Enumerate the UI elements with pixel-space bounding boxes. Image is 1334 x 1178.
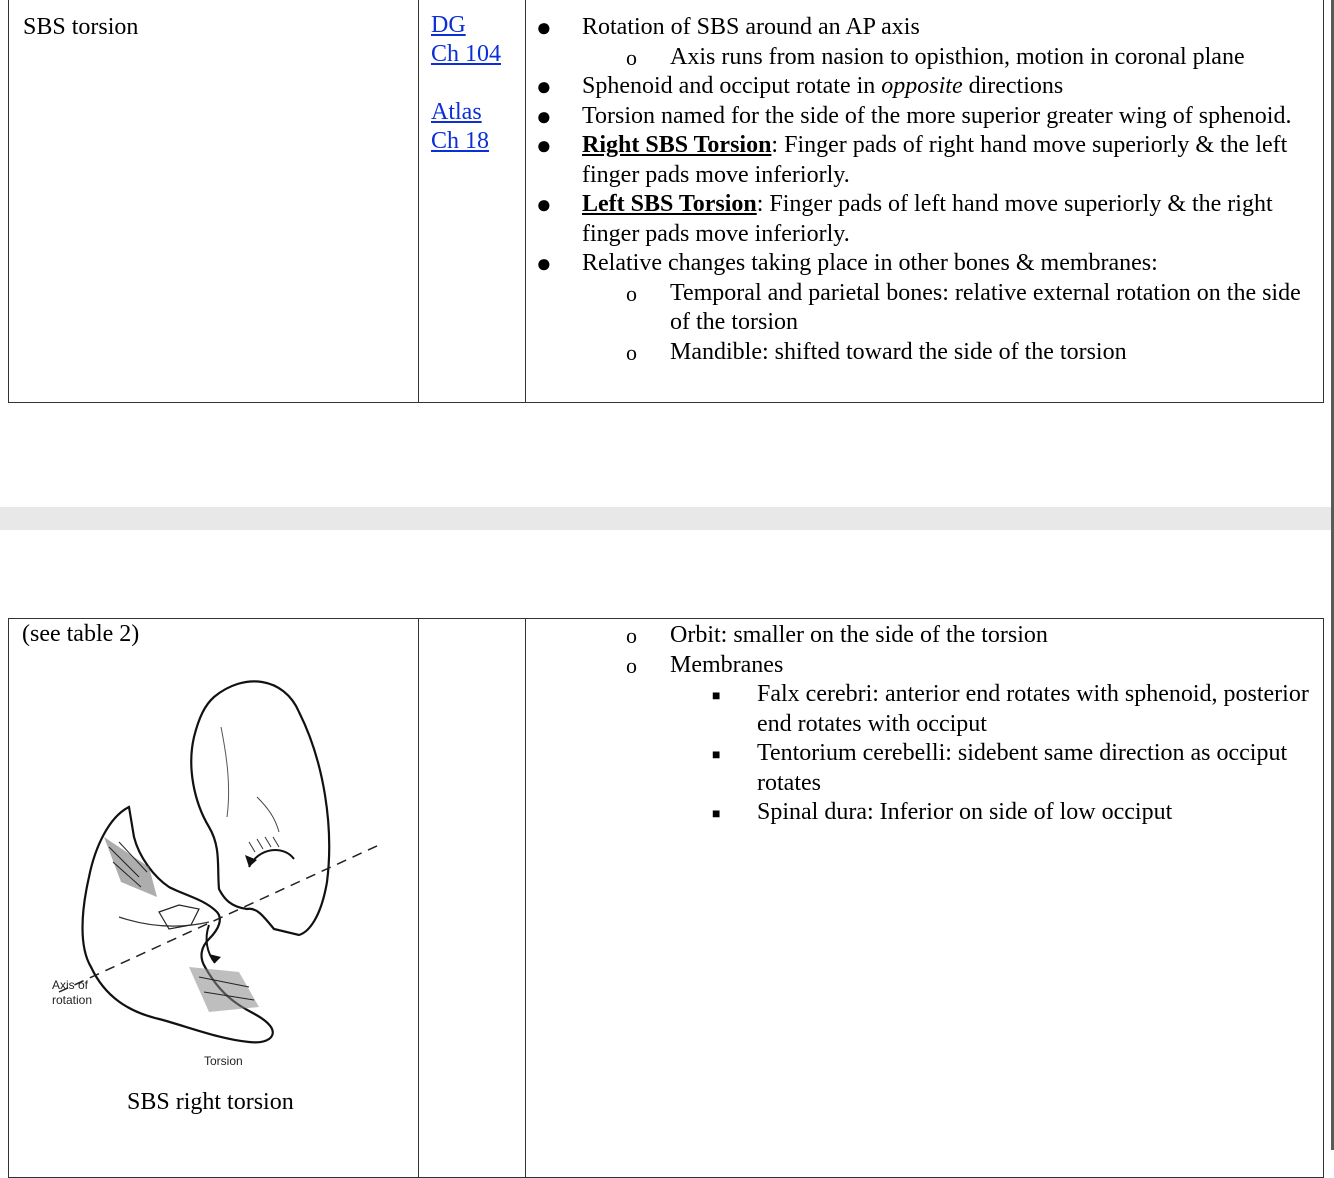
list-item [526, 739, 1323, 798]
note-text: Membranes [670, 651, 784, 678]
ref-link-dg-line2: Ch 104 [431, 41, 502, 67]
notes-list [526, 0, 1323, 367]
note-text: Relative changes taking place in other bones & membranes: [582, 250, 1158, 276]
notes-cell [526, 619, 1324, 1178]
topic-cell [9, 0, 419, 403]
bullet-disc: ● [536, 72, 552, 101]
list-item [526, 72, 1323, 102]
bullet-disc: ● [536, 13, 552, 42]
bullet-disc: ● [536, 101, 552, 131]
notes-list [526, 619, 1323, 828]
list-item [526, 102, 1323, 132]
bullet-square: ■ [712, 807, 721, 822]
page-break-gap [0, 507, 1334, 530]
list-item [526, 249, 1323, 279]
list-item [526, 13, 1323, 43]
sbs-torsion-illustration [9, 667, 418, 1087]
bullet-circle: o [626, 623, 637, 648]
bullet-disc: ● [536, 190, 552, 219]
sphenoid-outline [191, 681, 329, 935]
ref-link-dg[interactable] [431, 11, 525, 69]
reference-cell [419, 0, 526, 403]
note-text: Mandible: shifted toward the side of the torsion [670, 338, 1127, 365]
list-item [526, 680, 1323, 739]
note-text: : Finger pads of right hand move superiorly & the left finger pads move inferiorly. [582, 132, 1288, 188]
bullet-square: ■ [712, 689, 721, 704]
note-text: Temporal and parietal bones: relative external rotation on the side of the torsion [670, 279, 1301, 335]
note-emphasis: opposite [881, 73, 963, 99]
see-table-note: (see table 2) [22, 621, 140, 647]
note-text: Axis runs from nasion to opisthion, motion in coronal plane [670, 43, 1245, 70]
axis-label-line2: rotation [52, 993, 93, 1007]
table-row [9, 0, 1324, 403]
note-text: Rotation of SBS around an AP axis [582, 14, 920, 40]
note-text: directions [962, 73, 1064, 99]
note-text: Orbit: smaller on the side of the torsion [670, 622, 1048, 648]
list-item [526, 621, 1323, 651]
ref-link-atlas-line2: Ch 18 [431, 128, 490, 154]
note-heading: Left SBS Torsion [582, 191, 757, 217]
list-item [526, 338, 1323, 368]
notes-table-2 [8, 618, 1324, 1178]
list-item [526, 131, 1323, 190]
note-text: Tentorium cerebelli: sidebent same direction as occiput rotates [757, 740, 1288, 796]
bullet-disc: ● [536, 131, 552, 160]
figure-caption: SBS right torsion [127, 1089, 294, 1115]
note-text: Spinal dura: Inferior on side of low occiput [757, 799, 1173, 825]
figure-cell [9, 619, 419, 1178]
note-text: : Finger pads of left hand move superiorly & the right finger pads move inferiorly. [582, 191, 1273, 247]
torsion-label: Torsion [204, 1054, 243, 1068]
notes-table-1 [8, 0, 1324, 403]
list-item [526, 798, 1323, 828]
note-text: Falx cerebri: anterior end rotates with sphenoid, posterior end rotates with occiput [757, 681, 1309, 737]
bullet-circle: o [626, 280, 637, 306]
bullet-disc: ● [536, 249, 552, 278]
table-row [9, 619, 1324, 1178]
axis-label-line1: Axis of [52, 978, 89, 992]
ref-link-atlas-line1: Atlas [431, 99, 482, 125]
list-item [526, 43, 1323, 73]
list-item [526, 279, 1323, 338]
notes-cell [526, 0, 1324, 403]
ref-link-atlas[interactable] [431, 98, 525, 156]
note-text: Sphenoid and occiput rotate in [582, 73, 882, 99]
bullet-square: ■ [712, 748, 721, 763]
topic-label: SBS torsion [23, 14, 139, 40]
ref-link-dg-line1: DG [431, 12, 466, 38]
list-item [526, 190, 1323, 249]
list-item [526, 651, 1323, 681]
note-text: Torsion named for the side of the more superior greater wing of sphenoid. [582, 102, 1292, 129]
bullet-circle: o [626, 44, 637, 70]
bullet-circle: o [626, 652, 637, 678]
bullet-circle: o [626, 339, 637, 365]
note-heading: Right SBS Torsion [582, 132, 772, 158]
reference-cell [419, 619, 526, 1178]
